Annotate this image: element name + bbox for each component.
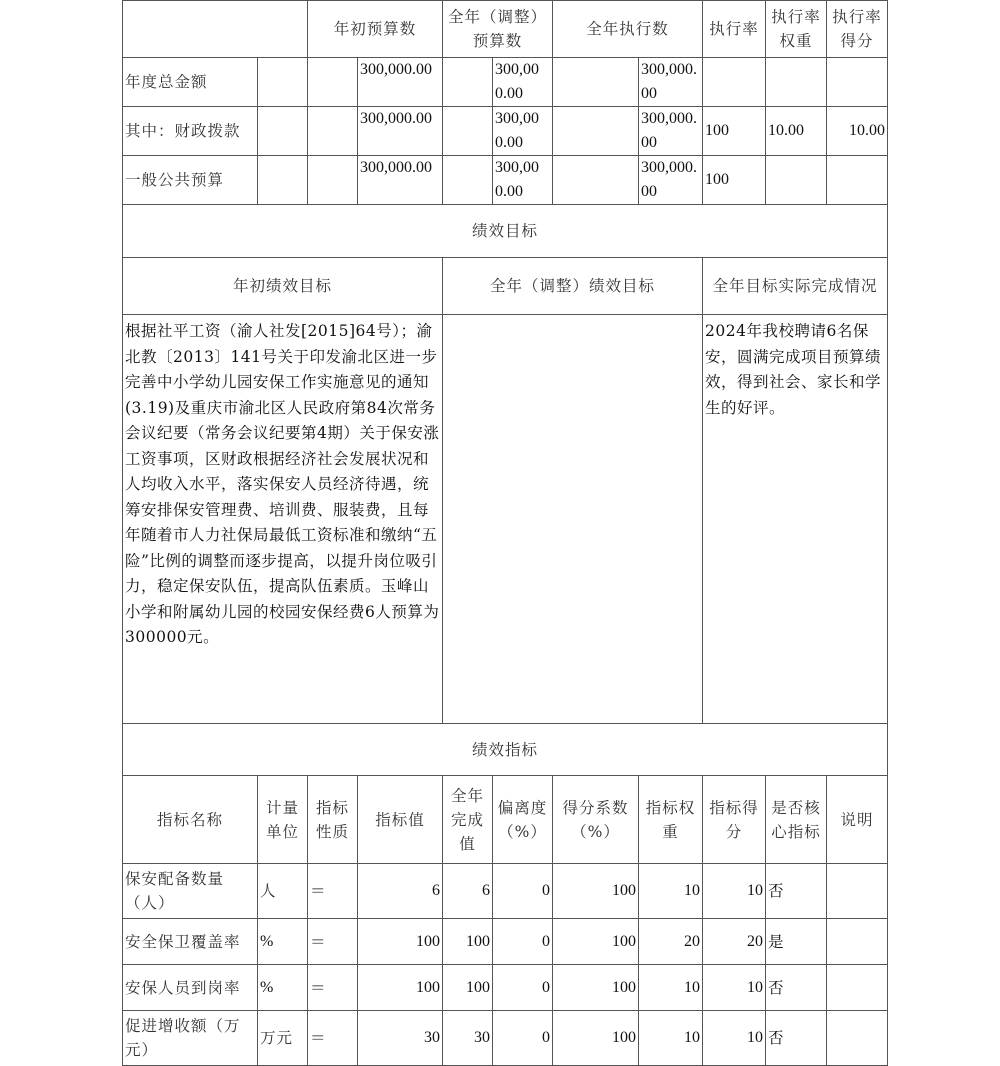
empty-cell xyxy=(443,58,493,107)
indicator-name: 促进增收额（万元） xyxy=(123,1011,258,1066)
adjusted-value: 300,000.00 xyxy=(493,156,553,205)
budget-row-label: 其中：财政拨款 xyxy=(123,107,258,156)
initial-value: 300,000.00 xyxy=(358,156,443,205)
indicator-weight: 20 xyxy=(639,919,703,965)
weight-value xyxy=(766,58,827,107)
executed-value: 300,000.00 xyxy=(639,58,703,107)
empty-cell xyxy=(553,107,639,156)
initial-value: 300,000.00 xyxy=(358,58,443,107)
header-indicator-name: 指标名称 xyxy=(123,776,258,864)
score-value: 10.00 xyxy=(827,107,888,156)
header-core: 是否核心指标 xyxy=(766,776,827,864)
performance-table xyxy=(122,0,888,1066)
executed-value: 300,000.00 xyxy=(639,156,703,205)
indicator-actual: 6 xyxy=(443,864,493,919)
indicator-unit: 万元 xyxy=(258,1011,308,1066)
indicator-actual: 30 xyxy=(443,1011,493,1066)
header-score: 指标得分 xyxy=(703,776,766,864)
indicator-coefficient: 100 xyxy=(553,965,639,1011)
indicator-nature: ＝ xyxy=(308,864,358,919)
indicator-row xyxy=(123,919,888,965)
score-value xyxy=(827,156,888,205)
header-rate-weight: 执行率权重 xyxy=(766,1,827,58)
indicator-note xyxy=(827,864,888,919)
score-value xyxy=(827,58,888,107)
budget-header-blank xyxy=(123,1,308,58)
weight-value xyxy=(766,156,827,205)
indicator-coefficient: 100 xyxy=(553,919,639,965)
indicator-name: 安全保卫覆盖率 xyxy=(123,919,258,965)
indicator-target: 100 xyxy=(358,965,443,1011)
indicators-header-row xyxy=(123,776,888,864)
goals-section-row xyxy=(123,205,888,258)
budget-row-label: 年度总金额 xyxy=(123,58,258,107)
indicator-score: 10 xyxy=(703,864,766,919)
empty-cell xyxy=(258,58,308,107)
indicator-core: 否 xyxy=(766,864,827,919)
indicators-section-title: 绩效指标 xyxy=(123,724,888,776)
budget-row xyxy=(123,107,888,156)
indicator-weight: 10 xyxy=(639,864,703,919)
initial-value: 300,000.00 xyxy=(358,107,443,156)
indicator-weight: 10 xyxy=(639,965,703,1011)
header-deviation: 偏离度（%） xyxy=(493,776,553,864)
header-adjusted-goal: 全年（调整）绩效目标 xyxy=(443,258,703,315)
weight-value: 10.00 xyxy=(766,107,827,156)
goals-section-title: 绩效目标 xyxy=(123,205,888,258)
indicator-row xyxy=(123,1011,888,1066)
indicator-deviation: 0 xyxy=(493,919,553,965)
indicator-nature: ＝ xyxy=(308,965,358,1011)
empty-cell xyxy=(553,156,639,205)
rate-value: 100 xyxy=(703,156,766,205)
indicator-target: 100 xyxy=(358,919,443,965)
indicator-nature: ＝ xyxy=(308,1011,358,1066)
indicator-actual: 100 xyxy=(443,919,493,965)
rate-value xyxy=(703,58,766,107)
header-executed: 全年执行数 xyxy=(553,1,703,58)
rate-value: 100 xyxy=(703,107,766,156)
goals-content-row xyxy=(123,315,888,724)
indicator-deviation: 0 xyxy=(493,1011,553,1066)
empty-cell xyxy=(258,156,308,205)
indicator-actual: 100 xyxy=(443,965,493,1011)
indicator-core: 是 xyxy=(766,919,827,965)
header-nature: 指标性质 xyxy=(308,776,358,864)
indicator-coefficient: 100 xyxy=(553,1011,639,1066)
empty-cell xyxy=(258,107,308,156)
indicator-weight: 10 xyxy=(639,1011,703,1066)
indicator-name: 保安配备数量（人） xyxy=(123,864,258,919)
indicator-unit: % xyxy=(258,965,308,1011)
initial-goal-text: 根据社平工资（渝人社发[2015]64号）；渝北教〔2013〕141号关于印发渝北区进一步完善中小学幼儿园安保工作实施意见的通知(3.19)及重庆市渝北区人民政府第84次常务会议纪要（常务会议纪要第4期）关于保安涨工资事项，区财政根据经济社会发展状况和人均收入水平，落实保安人员经济待遇，统筹安排保安管理费、培训费、服装费，且每年随着市人力社保局最低工资标准和缴纳“五险”比例的调整而逐步提高，以提升岗位吸引力，稳定保安队伍，提高队伍素质。玉峰山小学和附属幼儿园的校园安保经费6人预算为300000元。 xyxy=(123,315,443,724)
header-initial-goal: 年初绩效目标 xyxy=(123,258,443,315)
header-initial-budget: 年初预算数 xyxy=(308,1,443,58)
budget-row xyxy=(123,58,888,107)
header-adjusted-budget: 全年（调整）预算数 xyxy=(443,1,553,58)
budget-row xyxy=(123,156,888,205)
header-actual: 全年完成值 xyxy=(443,776,493,864)
indicator-unit: 人 xyxy=(258,864,308,919)
header-rate-score: 执行率得分 xyxy=(827,1,888,58)
adjusted-goal-text xyxy=(443,315,703,724)
indicator-row xyxy=(123,864,888,919)
indicator-unit: % xyxy=(258,919,308,965)
indicator-target: 6 xyxy=(358,864,443,919)
header-rate: 执行率 xyxy=(703,1,766,58)
header-actual-completion: 全年目标实际完成情况 xyxy=(703,258,888,315)
empty-cell xyxy=(308,58,358,107)
executed-value: 300,000.00 xyxy=(639,107,703,156)
indicators-section-row xyxy=(123,724,888,776)
header-target: 指标值 xyxy=(358,776,443,864)
indicator-note xyxy=(827,1011,888,1066)
empty-cell xyxy=(443,107,493,156)
header-note: 说明 xyxy=(827,776,888,864)
indicator-deviation: 0 xyxy=(493,864,553,919)
actual-completion-text: 2024年我校聘请6名保安，圆满完成项目预算绩效，得到社会、家长和学生的好评。 xyxy=(703,315,888,724)
indicator-name: 安保人员到岗率 xyxy=(123,965,258,1011)
empty-cell xyxy=(308,107,358,156)
indicator-score: 10 xyxy=(703,1011,766,1066)
adjusted-value: 300,000.00 xyxy=(493,107,553,156)
indicator-coefficient: 100 xyxy=(553,864,639,919)
indicator-target: 30 xyxy=(358,1011,443,1066)
header-weight: 指标权重 xyxy=(639,776,703,864)
goals-header-row xyxy=(123,258,888,315)
budget-row-label: 一般公共预算 xyxy=(123,156,258,205)
indicator-score: 20 xyxy=(703,919,766,965)
indicator-deviation: 0 xyxy=(493,965,553,1011)
empty-cell xyxy=(308,156,358,205)
indicator-row xyxy=(123,965,888,1011)
header-coefficient: 得分系数（%） xyxy=(553,776,639,864)
adjusted-value: 300,000.00 xyxy=(493,58,553,107)
indicator-note xyxy=(827,919,888,965)
empty-cell xyxy=(553,58,639,107)
indicator-score: 10 xyxy=(703,965,766,1011)
indicator-core: 否 xyxy=(766,965,827,1011)
header-unit: 计量单位 xyxy=(258,776,308,864)
budget-header-row xyxy=(123,1,888,58)
indicator-nature: ＝ xyxy=(308,919,358,965)
empty-cell xyxy=(443,156,493,205)
indicator-note xyxy=(827,965,888,1011)
indicator-core: 否 xyxy=(766,1011,827,1066)
